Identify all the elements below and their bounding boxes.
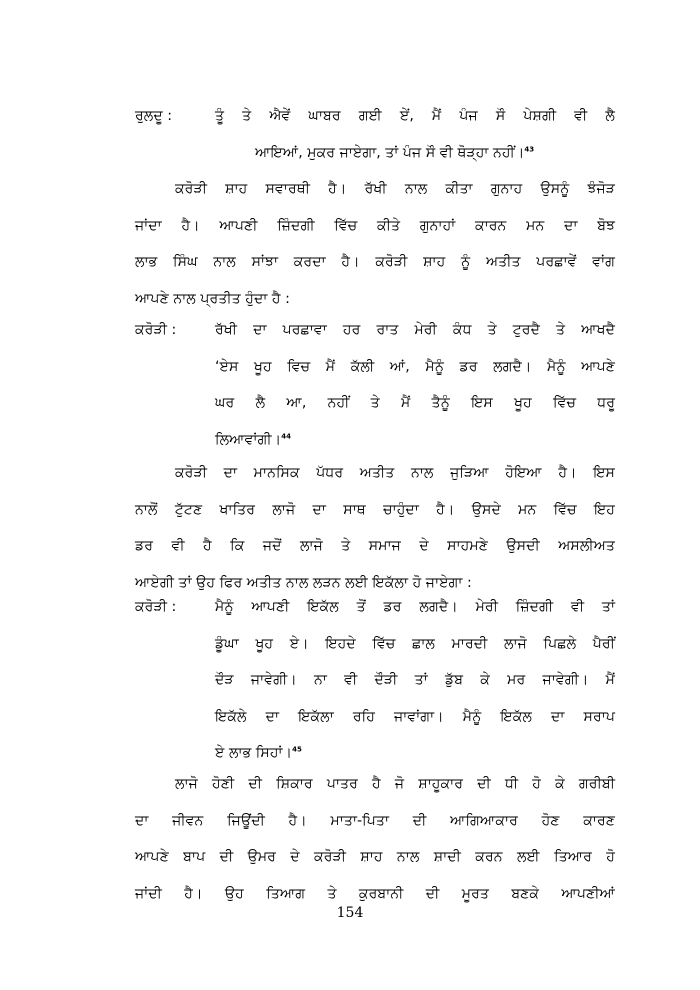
paragraph-line: ਆਪਣੇ ਨਾਲ ਪ੍ਰਤੀਤ ਹੁੰਦਾ ਹੈ : xyxy=(135,290,290,307)
dialogue-line: ਮੈਨੂੰ ਆਪਣੀ ਇਕੱਲ ਤੋਂ ਡਰ ਲਗਦੈ। ਮੇਰੀ ਜ਼ਿੰਦਗੀ ਵੀ ਤਾਂ xyxy=(215,599,615,615)
footnote-ref: 44 xyxy=(281,431,291,440)
paragraph xyxy=(135,766,615,912)
dialogue-line: ਏ ਲਾਭ ਸਿਹਾਂ।$^{45}$ xyxy=(215,745,302,761)
dialogue-text xyxy=(215,312,615,458)
paragraph-line: ਆਏਗੀ ਤਾਂ ਉਹ ਫਿਰ ਅਤੀਤ ਨਾਲ ਲੜਨ ਲਈ ਇਕੱਲਾ ਹੋ ਜਾਏਗਾ : xyxy=(135,574,472,591)
dialogue-ruldu xyxy=(135,98,615,171)
page-number: 154 xyxy=(336,905,364,921)
paragraph xyxy=(135,455,615,601)
paragraph-line: ਲਾਭ ਸਿੰਘ ਨਾਲ ਸਾਂਝਾ ਕਰਦਾ ਹੈ। ਕਰੋੜੀ ਸ਼ਾਹ ਨੂੰ ਅਤੀਤ ਪਰਛਾਵੇਂ ਵਾਂਗ xyxy=(135,254,615,270)
footnote-ref: 45 xyxy=(292,745,302,754)
footnote-ref: 43 xyxy=(524,144,535,153)
dialogue-karori-2 xyxy=(135,589,615,772)
speaker-label: ਰੁਲਦੂ : xyxy=(135,108,173,124)
dialogue-text xyxy=(215,98,615,171)
speaker-label: ਕਰੋੜੀ : xyxy=(135,599,177,615)
dialogue-line: ਆਇਆਂ, ਮੁਕਰ ਜਾਏਗਾ, ਤਾਂ ਪੰਜ ਸੌ ਵੀ ਥੋੜ੍ਹਾ ਨਹੀਂ।$^{43}$ xyxy=(255,144,535,161)
dialogue-line: ‘ਏਸ ਖੂਹ ਵਿਚ ਮੈਂ ਕੱਲੀ ਆਂ, ਮੈਨੂੰ ਡਰ ਲਗਦੈ। ਮੈਨੂੰ ਆਪਣੇ xyxy=(215,358,615,375)
paragraph-line: ਕਰੋੜੀ ਸ਼ਾਹ ਸਵਾਰਥੀ ਹੈ। ਰੱਖੀ ਨਾਲ ਕੀਤਾ ਗੁਨਾਹ ਉਸਨੂੰ ਝੰਜੋੜ xyxy=(175,181,615,197)
dialogue-text xyxy=(215,589,615,772)
paragraph-line: ਡਰ ਵੀ ਹੈ ਕਿ ਜਦੋਂ ਲਾਜੋ ਤੇ ਸਮਾਜ ਦੇ ਸਾਹਮਣੇ ਉਸਦੀ ਅਸਲੀਅਤ xyxy=(135,538,615,554)
paragraph xyxy=(135,171,615,317)
paragraph-line: ਜਾਂਦਾ ਹੈ। ਆਪਣੀ ਜ਼ਿੰਦਗੀ ਵਿੱਚ ਕੀਤੇ ਗੁਨਾਹਾਂ ਕਾਰਨ ਮਨ ਦਾ ਬੋਝ xyxy=(135,217,615,234)
dialogue-line: ਇਕੱਲੇ ਦਾ ਇਕੱਲਾ ਰਹਿ ਜਾਵਾਂਗਾ। ਮੈਨੂੰ ਇਕੱਲ ਦਾ ਸਰਾਪ xyxy=(215,708,615,725)
paragraph-line: ਆਪਣੇ ਬਾਪ ਦੀ ਉਮਰ ਦੇ ਕਰੋੜੀ ਸ਼ਾਹ ਨਾਲ ਸ਼ਾਦੀ ਕਰਨ ਲਈ ਤਿਆਰ ਹੋ xyxy=(135,849,615,865)
dialogue-line: ਲਿਆਵਾਂਗੀ।$^{44}$ xyxy=(215,431,291,448)
dialogue-line: ਦੌੜ ਜਾਵੇਗੀ। ਨਾ ਵੀ ਦੌੜੀ ਤਾਂ ਡੁੱਬ ਕੇ ਮਰ ਜਾਵੇਗੀ। ਮੈਂ xyxy=(215,672,615,688)
dialogue-line: ਘਰ ਲੈ ਆ, ਨਹੀਂ ਤੇ ਮੈਂ ਤੈਨੂੰ ਇਸ ਖੂਹ ਵਿੱਚ ਧਰੂ xyxy=(215,395,615,411)
dialogue-line: ਡੂੰਘਾ ਖੂਹ ਏ। ਇਹਦੇ ਵਿੱਚ ਛਾਲ ਮਾਰਦੀ ਲਾਜੋ ਪਿਛਲੇ ਪੈਰੀਂ xyxy=(215,635,615,652)
speaker-label: ਕਰੋੜੀ : xyxy=(135,322,177,338)
dialogue-line: ਰੱਖੀ ਦਾ ਪਰਛਾਵਾ ਹਰ ਰਾਤ ਮੇਰੀ ਕੰਧ ਤੇ ਟੁਰਦੈ ਤੇ ਆਖਦੈ xyxy=(215,322,615,338)
dialogue-karori-1 xyxy=(135,312,615,458)
dialogue-line: ਤੂੰ ਤੇ ਐਵੇਂ ਘਾਬਰ ਗਈ ਏਂ, ਮੈਂ ਪੰਜ ਸੌ ਪੇਸ਼ਗੀ ਵੀ ਲੈ xyxy=(215,108,615,124)
paragraph-line: ਨਾਲੋਂ ਟੁੱਟਣ ਖਾਤਿਰ ਲਾਜੋ ਦਾ ਸਾਥ ਚਾਹੁੰਦਾ ਹੈ। ਉਸਦੇ ਮਨ ਵਿੱਚ ਇਹ xyxy=(135,501,615,518)
paragraph-line: ਕਰੋੜੀ ਦਾ ਮਾਨਸਿਕ ਪੱਧਰ ਅਤੀਤ ਨਾਲ ਜੁੜਿਆ ਹੋਇਆ ਹੈ। ਇਸ xyxy=(175,465,615,481)
paragraph-line: ਲਾਜੋ ਹੋਣੀ ਦੀ ਸ਼ਿਕਾਰ ਪਾਤਰ ਹੈ ਜੋ ਸ਼ਾਹੂਕਾਰ ਦੀ ਧੀ ਹੋ ਕੇ ਗਰੀਬੀ xyxy=(175,776,615,792)
paragraph-line: ਜਾਂਦੀ ਹੈ। ਉਹ ਤਿਆਗ ਤੇ ਕੁਰਬਾਨੀ ਦੀ ਮੂਰਤ ਬਣਕੇ ਆਪਣੀਆਂ xyxy=(135,885,615,902)
paragraph-line: ਦਾ ਜੀਵਨ ਜਿਊਂਦੀ ਹੈ। ਮਾਤਾ-ਪਿਤਾ ਦੀ ਆਗਿਆਕਾਰ ਹੋਣ ਕਾਰਣ xyxy=(135,812,615,829)
